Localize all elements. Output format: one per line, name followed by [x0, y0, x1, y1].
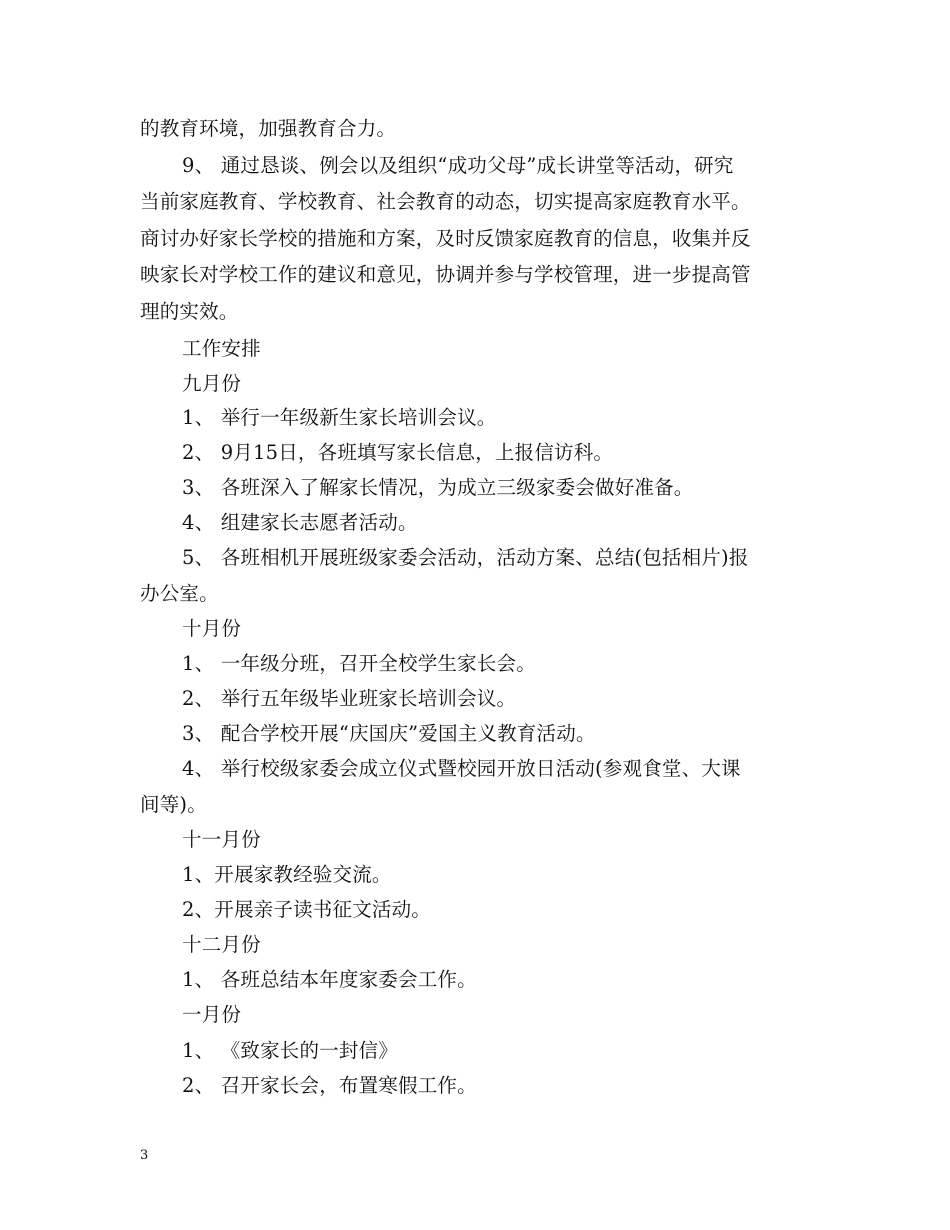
paragraph-line: 理的实效。	[140, 300, 239, 323]
paragraph-line: 映家长对学校工作的建议和意见，协调并参与学校管理，进一步提高管	[140, 263, 751, 286]
paragraph-line: 商讨办好家长学校的措施和方案，及时反馈家庭教育的信息，收集并反	[140, 227, 751, 250]
section-heading: 工作安排	[182, 337, 261, 360]
list-item: 1、 各班总结本年度家委会工作。	[182, 968, 477, 991]
list-item: 3、 各班深入了解家长情况，为成立三级家委会做好准备。	[182, 476, 694, 499]
list-item: 1、开展家教经验交流。	[182, 863, 392, 886]
page-number: 3	[140, 1148, 149, 1163]
month-heading: 十二月份	[182, 933, 261, 956]
month-heading: 九月份	[182, 372, 242, 395]
month-heading: 十一月份	[182, 828, 261, 851]
list-item: 2、 9月15日，各班填写家长信息，上报信访科。	[182, 441, 614, 464]
list-item: 2、开展亲子读书征文活动。	[182, 898, 432, 921]
paragraph-line: 当前家庭教育、学校教育、社会教育的动态，切实提高家庭教育水平。	[140, 190, 751, 213]
list-item: 5、 各班相机开展班级家委会活动，活动方案、总结(包括相片)报	[182, 546, 749, 569]
list-item: 3、 配合学校开展“庆国庆”爱国主义教育活动。	[182, 722, 596, 745]
list-item-continuation: 间等)。	[140, 793, 207, 816]
list-item: 1、 一年级分班，召开全校学生家长会。	[182, 652, 536, 675]
list-item: 1、 《致家长的一封信》	[182, 1039, 399, 1062]
list-item-continuation: 办公室。	[140, 582, 219, 605]
month-heading: 一月份	[182, 1003, 242, 1026]
list-item: 4、 组建家长志愿者活动。	[182, 511, 418, 534]
month-heading: 十月份	[182, 617, 242, 640]
list-item: 4、 举行校级家委会成立仪式暨校园开放日活动(参观食堂、大课	[182, 757, 741, 780]
list-item: 2、 举行五年级毕业班家长培训会议。	[182, 687, 517, 710]
paragraph-line: 的教育环境，加强教育合力。	[140, 117, 397, 140]
paragraph-line: 9、 通过恳谈、例会以及组织“成功父母”成长讲堂等活动，研究	[182, 154, 734, 177]
list-item: 1、 举行一年级新生家长培训会议。	[182, 406, 497, 429]
list-item: 2、 召开家长会，布置寒假工作。	[182, 1074, 477, 1097]
